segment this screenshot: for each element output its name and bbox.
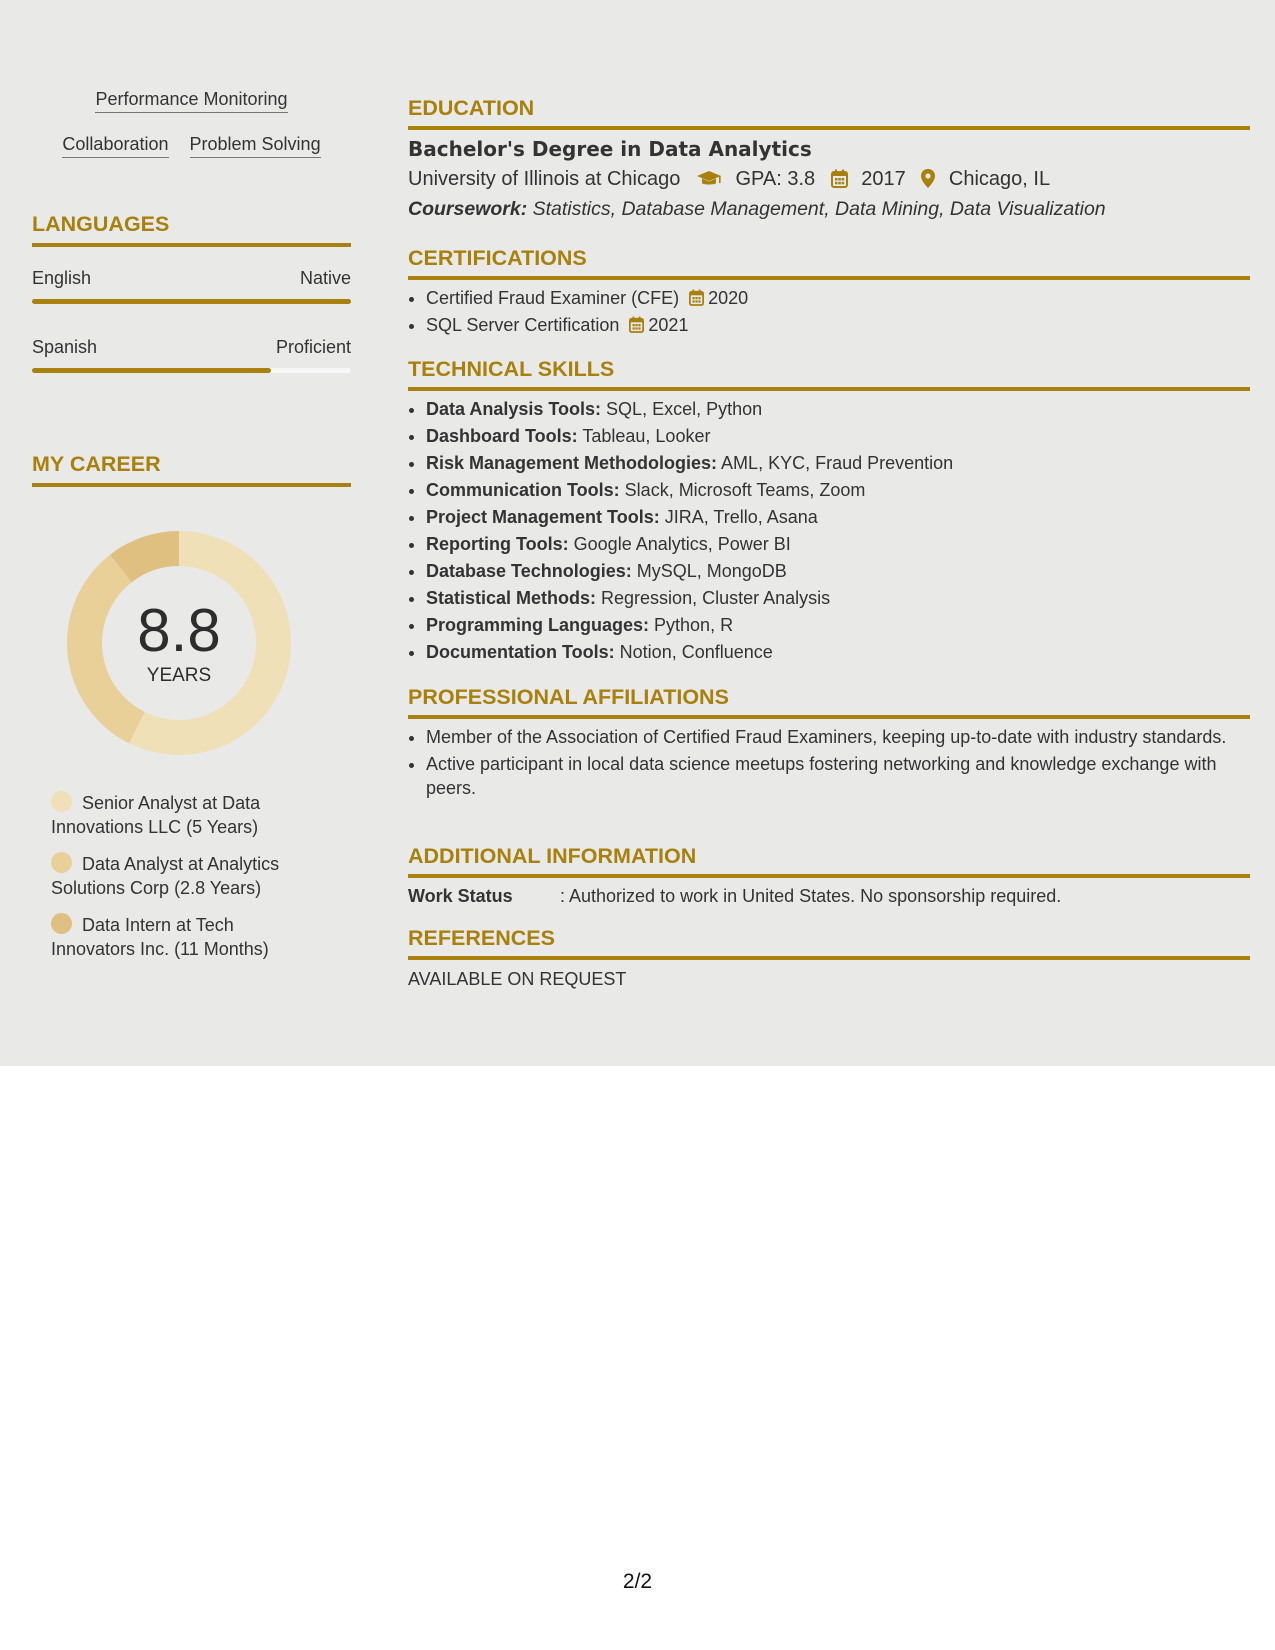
- legend-dot: [51, 913, 72, 934]
- career-legend-item: [51, 913, 311, 961]
- skill-item: [426, 396, 1250, 423]
- certification-name: Certified Fraud Examiner (CFE): [426, 288, 680, 308]
- additional-info-heading: ADDITIONAL INFORMATION: [408, 844, 1250, 878]
- certifications-heading: CERTIFICATIONS: [408, 246, 1250, 280]
- technical-skills-list: [408, 396, 1250, 666]
- coursework: [408, 198, 1106, 221]
- map-pin-icon: [921, 168, 935, 191]
- affiliation-item: • Active participant in local data science meetups fostering networking and knowledge exchange with peers.: [426, 752, 1250, 800]
- language-name: Spanish: [32, 337, 98, 357]
- language-bar: [32, 368, 351, 373]
- skill-tag: Performance Monitoring: [95, 88, 287, 113]
- degree-title: Bachelor's Degree in Data Analytics: [408, 137, 812, 161]
- skill-item: [426, 477, 1250, 504]
- languages-heading: LANGUAGES: [32, 212, 351, 247]
- career-total-value: 8.8: [137, 597, 221, 664]
- language-bar-fill: [32, 368, 271, 373]
- skill-item: [426, 423, 1250, 450]
- affiliation-item: • Member of the Association of Certified Fraud Examiners, keeping up-to-date with industry standards.: [426, 725, 1250, 749]
- skill-values: Tableau, Looker: [577, 426, 711, 446]
- language-bar-fill: [32, 299, 351, 304]
- skill-values: Slack, Microsoft Teams, Zoom: [619, 480, 866, 500]
- skills-row: [32, 133, 351, 158]
- references-text: AVAILABLE ON REQUEST: [408, 969, 627, 989]
- references-heading: REFERENCES: [408, 926, 1250, 960]
- skill-category: Risk Management Methodologies:: [426, 453, 718, 473]
- skill-item: [426, 504, 1250, 531]
- skill-values: AML, KYC, Fraud Prevention: [717, 453, 954, 473]
- affiliations-list: [408, 725, 1250, 803]
- education-heading: EDUCATION: [408, 96, 1250, 130]
- skills-row: [32, 88, 351, 113]
- skill-category: Dashboard Tools:: [426, 426, 578, 446]
- certification-name: SQL Server Certification: [426, 315, 620, 335]
- page-number: 2/2: [622, 1570, 653, 1593]
- career-total-unit: YEARS: [146, 665, 212, 686]
- skill-values: MySQL, MongoDB: [631, 561, 787, 581]
- legend-dot: [51, 852, 72, 873]
- certification-item: [426, 285, 1250, 312]
- certification-year: 2021: [648, 315, 689, 335]
- gpa: GPA: 3.8: [735, 168, 816, 190]
- certifications-list: [408, 285, 1250, 339]
- skill-item: [426, 531, 1250, 558]
- affiliations-heading: PROFESSIONAL AFFILIATIONS: [408, 685, 1250, 719]
- school-name: University of Illinois at Chicago: [408, 168, 681, 190]
- skill-item: [426, 450, 1250, 477]
- skill-values: JIRA, Trello, Asana: [659, 507, 818, 527]
- coursework-label: Coursework:: [408, 198, 528, 220]
- calendar-icon: [831, 168, 848, 191]
- skill-item: [426, 558, 1250, 585]
- skill-category: Programming Languages:: [426, 615, 650, 635]
- skill-category: Reporting Tools:: [426, 534, 569, 554]
- skill-category: Project Management Tools:: [426, 507, 660, 527]
- certification-year: 2020: [708, 288, 749, 308]
- language-name: English: [32, 268, 92, 288]
- education-details: [408, 168, 1050, 191]
- technical-skills-heading: TECHNICAL SKILLS: [408, 357, 1250, 391]
- calendar-icon: [629, 316, 644, 333]
- skill-values: SQL, Excel, Python: [601, 399, 763, 419]
- language-bar: [32, 299, 351, 304]
- language-level: Proficient: [275, 337, 351, 357]
- work-status-value: : Authorized to work in United States. No sponsorship required.: [560, 886, 1062, 906]
- work-status-label: Work Status: [408, 886, 513, 906]
- skill-values: Python, R: [649, 615, 734, 635]
- calendar-icon: [689, 289, 704, 306]
- coursework-list: Statistics, Database Management, Data Mining, Data Visualization: [527, 198, 1106, 220]
- skill-values: Regression, Cluster Analysis: [596, 588, 831, 608]
- skill-values: Google Analytics, Power BI: [568, 534, 791, 554]
- skill-values: Notion, Confluence: [614, 642, 773, 662]
- skill-item: [426, 612, 1250, 639]
- skill-category: Statistical Methods:: [426, 588, 597, 608]
- language-level: Native: [299, 268, 351, 288]
- education-location: Chicago, IL: [948, 168, 1051, 190]
- skill-category: Database Technologies:: [426, 561, 632, 581]
- career-legend-label: Senior Analyst at Data Innovations LLC (5 Years): [51, 793, 261, 837]
- skill-tag: Collaboration: [62, 133, 168, 158]
- skill-item: [426, 585, 1250, 612]
- career-legend-item: [51, 791, 311, 839]
- career-legend-label: Data Analyst at Analytics Solutions Corp (2.8 Years): [51, 854, 280, 898]
- career-legend-item: [51, 852, 311, 900]
- legend-dot: [51, 791, 72, 812]
- skill-tag: Problem Solving: [190, 133, 321, 158]
- skill-category: Communication Tools:: [426, 480, 620, 500]
- graduation-year: 2017: [861, 168, 906, 190]
- skill-category: Documentation Tools:: [426, 642, 615, 662]
- skill-item: [426, 639, 1250, 666]
- certification-item: [426, 312, 1250, 339]
- career-donut-chart: [67, 531, 291, 755]
- graduation-cap-icon: [696, 168, 722, 191]
- career-heading: MY CAREER: [32, 452, 351, 487]
- career-legend-label: Data Intern at Tech Innovators Inc. (11 Months): [51, 915, 269, 959]
- skill-category: Data Analysis Tools:: [426, 399, 602, 419]
- work-status-row: [408, 886, 1061, 907]
